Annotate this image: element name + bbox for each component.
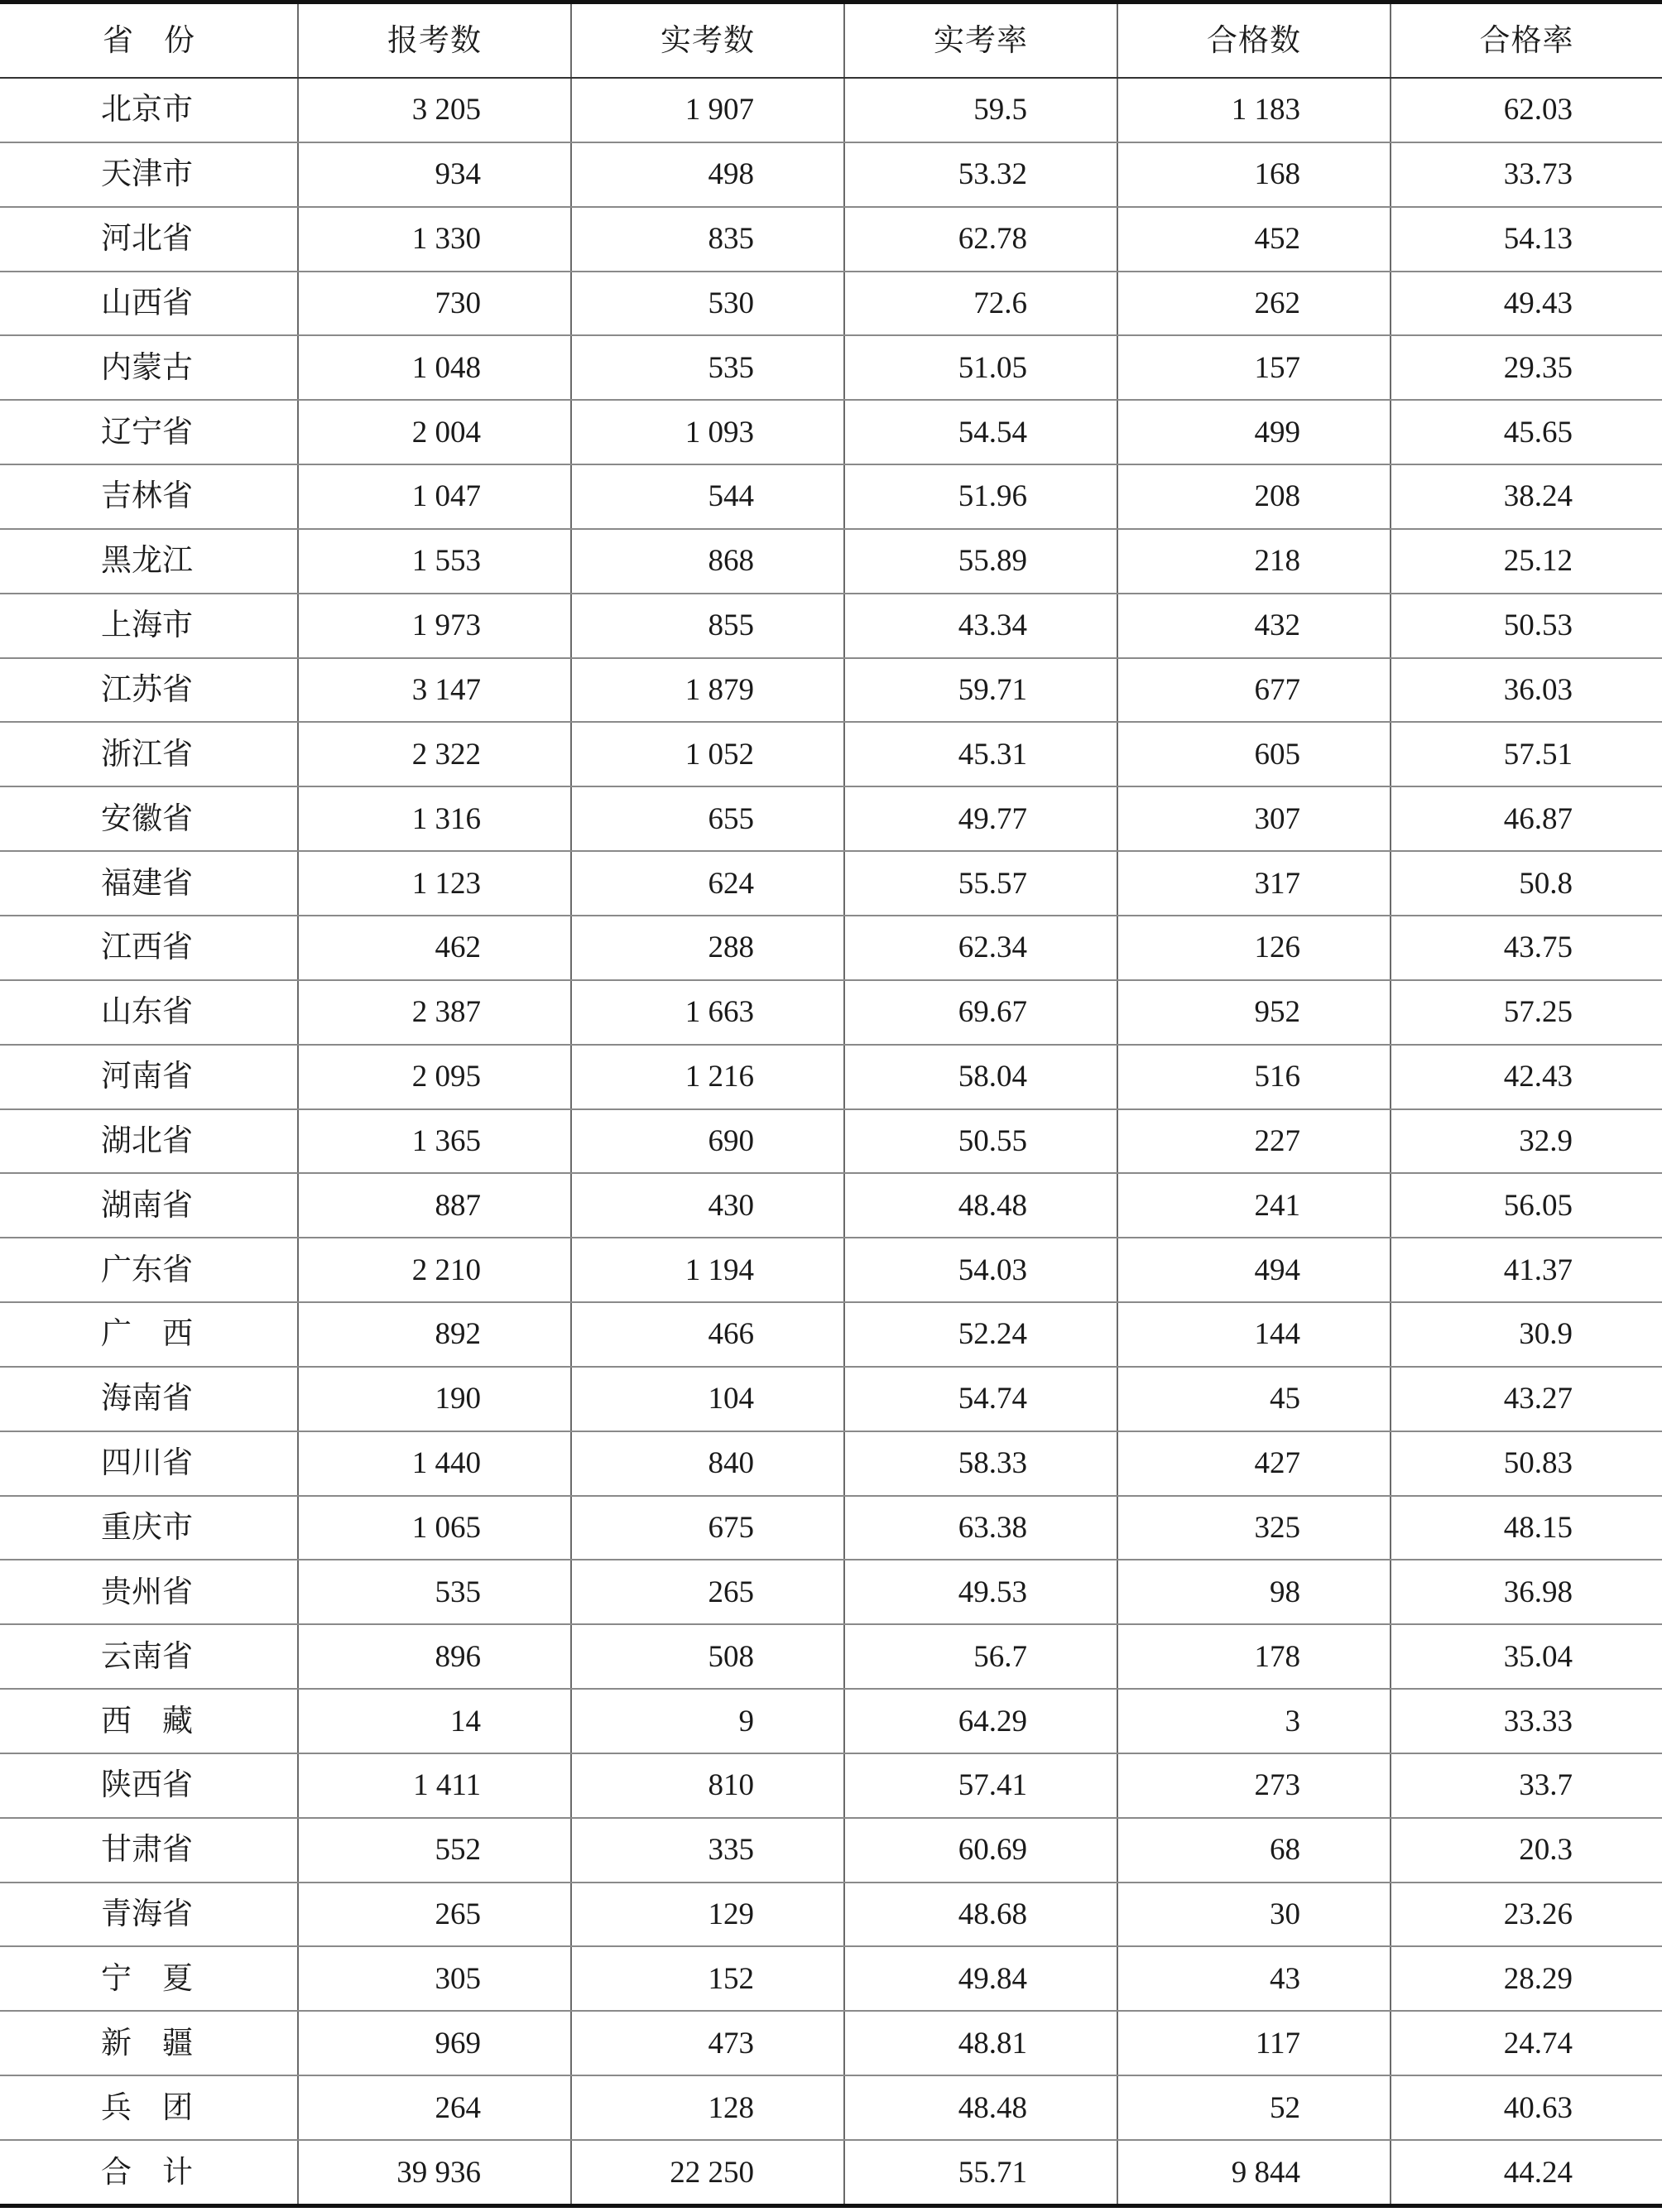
cell-passed: 227 [1117,1109,1391,1174]
cell-pass-rate: 29.35 [1391,335,1662,400]
cell-actual: 1 663 [571,980,844,1045]
cell-passed: 317 [1117,851,1391,916]
cell-actual: 129 [571,1883,844,1947]
table-row [0,1818,1662,1883]
cell-actual-rate: 43.34 [844,594,1117,658]
cell-province: 江苏省 [0,658,298,723]
cell-registered: 190 [298,1367,571,1431]
cell-actual: 288 [571,916,844,980]
table-row [0,916,1662,980]
table-row [0,1689,1662,1753]
cell-registered: 1 047 [298,464,571,529]
header-province [0,2,298,79]
cell-actual: 544 [571,464,844,529]
cell-pass-rate: 54.13 [1391,207,1662,272]
cell-pass-rate: 36.98 [1391,1560,1662,1624]
cell-actual-rate: 62.34 [844,916,1117,980]
cell-passed: 677 [1117,658,1391,723]
cell-passed: 144 [1117,1302,1391,1367]
cell-province: 青海省 [0,1883,298,1947]
cell-actual: 265 [571,1560,844,1624]
cell-registered: 3 205 [298,78,571,142]
cell-province: 陕西省 [0,1753,298,1818]
cell-pass-rate: 23.26 [1391,1883,1662,1947]
cell-passed: 218 [1117,529,1391,594]
cell-actual: 855 [571,594,844,658]
table-row [0,335,1662,400]
cell-registered: 2 322 [298,722,571,786]
cell-actual-rate: 48.68 [844,1883,1117,1947]
cell-actual: 1 093 [571,400,844,464]
table-row [0,529,1662,594]
cell-actual-rate: 58.04 [844,1045,1117,1109]
cell-province: 湖北省 [0,1109,298,1174]
table-row [0,722,1662,786]
cell-passed: 427 [1117,1431,1391,1496]
cell-passed: 9 844 [1117,2140,1391,2206]
cell-actual-rate: 55.71 [844,2140,1117,2206]
cell-actual: 466 [571,1302,844,1367]
cell-actual-rate: 59.5 [844,78,1117,142]
cell-registered: 552 [298,1818,571,1883]
cell-registered: 265 [298,1883,571,1947]
cell-registered: 305 [298,1946,571,2011]
cell-actual: 675 [571,1496,844,1560]
cell-passed: 494 [1117,1238,1391,1302]
cell-pass-rate: 46.87 [1391,786,1662,851]
cell-actual: 655 [571,786,844,851]
cell-actual-rate: 52.24 [844,1302,1117,1367]
cell-pass-rate: 48.15 [1391,1496,1662,1560]
cell-registered: 462 [298,916,571,980]
cell-registered: 934 [298,142,571,207]
cell-passed: 117 [1117,2011,1391,2075]
cell-actual: 1 052 [571,722,844,786]
cell-province: 黑龙江 [0,529,298,594]
cell-pass-rate: 32.9 [1391,1109,1662,1174]
cell-pass-rate: 44.24 [1391,2140,1662,2206]
cell-province: 兵 团 [0,2075,298,2140]
cell-registered: 1 553 [298,529,571,594]
cell-registered: 2 004 [298,400,571,464]
cell-pass-rate: 42.43 [1391,1045,1662,1109]
cell-passed: 605 [1117,722,1391,786]
cell-passed: 208 [1117,464,1391,529]
table-row [0,1302,1662,1367]
cell-registered: 39 936 [298,2140,571,2206]
cell-pass-rate: 33.7 [1391,1753,1662,1818]
cell-pass-rate: 62.03 [1391,78,1662,142]
cell-actual: 810 [571,1753,844,1818]
cell-province: 广东省 [0,1238,298,1302]
table-row [0,2011,1662,2075]
cell-registered: 1 123 [298,851,571,916]
cell-province: 重庆市 [0,1496,298,1560]
cell-pass-rate: 38.24 [1391,464,1662,529]
cell-passed: 307 [1117,786,1391,851]
cell-province: 安徽省 [0,786,298,851]
table-row [0,1045,1662,1109]
cell-registered: 14 [298,1689,571,1753]
cell-passed: 273 [1117,1753,1391,1818]
cell-passed: 1 183 [1117,78,1391,142]
cell-actual-rate: 48.48 [844,1173,1117,1238]
cell-actual: 335 [571,1818,844,1883]
cell-registered: 2 210 [298,1238,571,1302]
cell-pass-rate: 35.04 [1391,1624,1662,1689]
cell-actual: 690 [571,1109,844,1174]
header-province-label: 省 份 [103,23,195,58]
cell-actual: 835 [571,207,844,272]
cell-passed: 262 [1117,272,1391,336]
cell-actual: 530 [571,272,844,336]
cell-actual-rate: 49.84 [844,1946,1117,2011]
table-row [0,658,1662,723]
cell-pass-rate: 57.25 [1391,980,1662,1045]
cell-province: 河北省 [0,207,298,272]
cell-passed: 43 [1117,1946,1391,2011]
cell-registered: 1 411 [298,1753,571,1818]
cell-passed: 157 [1117,335,1391,400]
cell-actual: 868 [571,529,844,594]
cell-actual: 508 [571,1624,844,1689]
cell-province: 海南省 [0,1367,298,1431]
table-row [0,464,1662,529]
cell-province: 北京市 [0,78,298,142]
cell-pass-rate: 33.33 [1391,1689,1662,1753]
cell-province: 天津市 [0,142,298,207]
table-row [0,1946,1662,2011]
cell-actual: 624 [571,851,844,916]
cell-province: 宁 夏 [0,1946,298,2011]
table-row [0,980,1662,1045]
cell-actual: 152 [571,1946,844,2011]
cell-passed: 68 [1117,1818,1391,1883]
cell-actual: 840 [571,1431,844,1496]
cell-registered: 887 [298,1173,571,1238]
cell-actual-rate: 57.41 [844,1753,1117,1818]
header-actual: 实考数 [571,2,844,79]
cell-province: 内蒙古 [0,335,298,400]
table-row-total [0,2140,1662,2206]
table-row [0,1109,1662,1174]
cell-passed: 241 [1117,1173,1391,1238]
cell-actual-rate: 53.32 [844,142,1117,207]
cell-actual: 473 [571,2011,844,2075]
cell-province: 山东省 [0,980,298,1045]
cell-registered: 1 316 [298,786,571,851]
cell-registered: 1 440 [298,1431,571,1496]
table-row [0,1496,1662,1560]
cell-pass-rate: 49.43 [1391,272,1662,336]
table-row [0,78,1662,142]
cell-pass-rate: 20.3 [1391,1818,1662,1883]
cell-registered: 1 365 [298,1109,571,1174]
cell-registered: 1 973 [298,594,571,658]
cell-passed: 432 [1117,594,1391,658]
cell-province: 贵州省 [0,1560,298,1624]
cell-actual-rate: 45.31 [844,722,1117,786]
cell-pass-rate: 50.83 [1391,1431,1662,1496]
table-row [0,594,1662,658]
cell-registered: 1 065 [298,1496,571,1560]
cell-registered: 969 [298,2011,571,2075]
cell-pass-rate: 57.51 [1391,722,1662,786]
cell-passed: 98 [1117,1560,1391,1624]
cell-pass-rate: 40.63 [1391,2075,1662,2140]
table-body [0,78,1662,2206]
cell-province: 吉林省 [0,464,298,529]
table-row [0,2075,1662,2140]
table-row [0,1624,1662,1689]
cell-province: 山西省 [0,272,298,336]
cell-actual: 498 [571,142,844,207]
cell-actual-rate: 55.57 [844,851,1117,916]
cell-actual: 9 [571,1689,844,1753]
cell-passed: 499 [1117,400,1391,464]
cell-passed: 30 [1117,1883,1391,1947]
cell-registered: 2 387 [298,980,571,1045]
table-row [0,1883,1662,1947]
table-row [0,142,1662,207]
cell-province: 甘肃省 [0,1818,298,1883]
cell-actual: 1 879 [571,658,844,723]
cell-pass-rate: 36.03 [1391,658,1662,723]
cell-pass-rate: 24.74 [1391,2011,1662,2075]
cell-pass-rate: 50.53 [1391,594,1662,658]
table-row [0,1367,1662,1431]
cell-registered: 1 048 [298,335,571,400]
cell-actual-rate: 50.55 [844,1109,1117,1174]
cell-pass-rate: 28.29 [1391,1946,1662,2011]
cell-actual-rate: 48.81 [844,2011,1117,2075]
cell-province: 河南省 [0,1045,298,1109]
cell-actual: 1 194 [571,1238,844,1302]
cell-registered: 264 [298,2075,571,2140]
cell-passed: 168 [1117,142,1391,207]
cell-pass-rate: 43.27 [1391,1367,1662,1431]
header-row [0,2,1662,79]
cell-registered: 1 330 [298,207,571,272]
table-row [0,786,1662,851]
header-actual-rate: 实考率 [844,2,1117,79]
cell-passed: 452 [1117,207,1391,272]
cell-province: 辽宁省 [0,400,298,464]
cell-actual-rate: 58.33 [844,1431,1117,1496]
header-registered: 报考数 [298,2,571,79]
cell-passed: 516 [1117,1045,1391,1109]
cell-pass-rate: 50.8 [1391,851,1662,916]
table-row [0,400,1662,464]
cell-actual: 22 250 [571,2140,844,2206]
cell-passed: 952 [1117,980,1391,1045]
cell-province: 广 西 [0,1302,298,1367]
table-row [0,207,1662,272]
cell-province: 新 疆 [0,2011,298,2075]
cell-actual: 104 [571,1367,844,1431]
header-passed: 合格数 [1117,2,1391,79]
cell-pass-rate: 25.12 [1391,529,1662,594]
cell-pass-rate: 33.73 [1391,142,1662,207]
cell-actual-rate: 54.74 [844,1367,1117,1431]
cell-pass-rate: 30.9 [1391,1302,1662,1367]
header-pass-rate: 合格率 [1391,2,1662,79]
cell-actual: 128 [571,2075,844,2140]
cell-province: 合 计 [0,2140,298,2206]
cell-pass-rate: 56.05 [1391,1173,1662,1238]
cell-actual: 1 216 [571,1045,844,1109]
table-row [0,1173,1662,1238]
cell-province: 上海市 [0,594,298,658]
cell-actual: 430 [571,1173,844,1238]
cell-registered: 730 [298,272,571,336]
cell-pass-rate: 41.37 [1391,1238,1662,1302]
cell-passed: 52 [1117,2075,1391,2140]
cell-province: 西 藏 [0,1689,298,1753]
cell-actual-rate: 55.89 [844,529,1117,594]
cell-province: 福建省 [0,851,298,916]
cell-province: 云南省 [0,1624,298,1689]
cell-actual-rate: 54.54 [844,400,1117,464]
cell-actual-rate: 54.03 [844,1238,1117,1302]
cell-actual-rate: 62.78 [844,207,1117,272]
cell-province: 四川省 [0,1431,298,1496]
cell-actual-rate: 48.48 [844,2075,1117,2140]
cell-registered: 2 095 [298,1045,571,1109]
cell-actual-rate: 72.6 [844,272,1117,336]
cell-actual-rate: 49.77 [844,786,1117,851]
cell-pass-rate: 45.65 [1391,400,1662,464]
cell-province: 湖南省 [0,1173,298,1238]
table-row [0,1238,1662,1302]
cell-actual-rate: 56.7 [844,1624,1117,1689]
table-row [0,1431,1662,1496]
table-row [0,272,1662,336]
cell-actual-rate: 63.38 [844,1496,1117,1560]
cell-registered: 535 [298,1560,571,1624]
cell-actual-rate: 64.29 [844,1689,1117,1753]
cell-passed: 3 [1117,1689,1391,1753]
cell-registered: 892 [298,1302,571,1367]
table-row [0,1560,1662,1624]
cell-actual: 535 [571,335,844,400]
cell-actual-rate: 51.05 [844,335,1117,400]
cell-passed: 325 [1117,1496,1391,1560]
cell-pass-rate: 43.75 [1391,916,1662,980]
cell-province: 浙江省 [0,722,298,786]
cell-passed: 45 [1117,1367,1391,1431]
cell-actual: 1 907 [571,78,844,142]
cell-actual-rate: 60.69 [844,1818,1117,1883]
cell-passed: 126 [1117,916,1391,980]
cell-actual-rate: 69.67 [844,980,1117,1045]
cell-registered: 3 147 [298,658,571,723]
cell-registered: 896 [298,1624,571,1689]
cell-passed: 178 [1117,1624,1391,1689]
cell-actual-rate: 59.71 [844,658,1117,723]
table-header [0,2,1662,79]
table-row [0,851,1662,916]
table-row [0,1753,1662,1818]
cell-actual-rate: 51.96 [844,464,1117,529]
cell-province: 江西省 [0,916,298,980]
cell-actual-rate: 49.53 [844,1560,1117,1624]
